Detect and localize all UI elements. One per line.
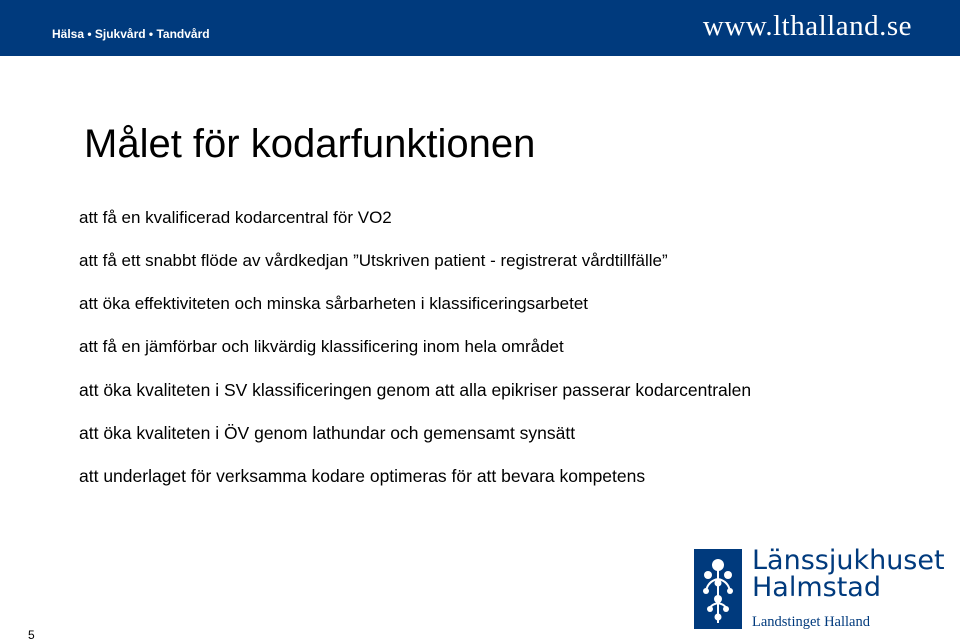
goal-item: att få en kvalificerad kodarcentral för VO2 bbox=[79, 208, 392, 227]
goal-item: att underlaget för verksamma kodare optimeras för att bevara kompetens bbox=[79, 466, 646, 486]
slide-title: Målet för kodarfunktionen bbox=[84, 122, 536, 166]
goal-list bbox=[79, 208, 751, 509]
goal-item: att öka kvaliteten i SV klassificeringen genom att alla epikriser passerar kodarcentralen bbox=[79, 380, 752, 400]
logo-name-line1: Länssjukhuset bbox=[752, 545, 945, 576]
page-number: 5 bbox=[28, 628, 35, 642]
goal-item: att öka effektiviteten och minska sårbarheten i klassificeringsarbetet bbox=[79, 294, 589, 313]
site-url[interactable]: www.lthalland.se bbox=[702, 10, 912, 42]
logo-name-line2: Halmstad bbox=[752, 572, 881, 603]
goal-item: att få en jämförbar och likvärdig klassificering inom hela området bbox=[79, 337, 564, 356]
logo-subtitle: Landstinget Halland bbox=[752, 614, 870, 630]
logo-name bbox=[752, 547, 945, 601]
header-bar bbox=[0, 0, 960, 56]
goal-item: att öka kvaliteten i ÖV genom lathundar och gemensamt synsätt bbox=[79, 423, 576, 443]
header-tagline: Hälsa • Sjukvård • Tandvård bbox=[52, 27, 210, 41]
goal-item: att få ett snabbt flöde av vårdkedjan ”Utskriven patient - registrerat vårdtillfälle” bbox=[79, 251, 668, 270]
halland-crest-icon bbox=[694, 549, 742, 629]
